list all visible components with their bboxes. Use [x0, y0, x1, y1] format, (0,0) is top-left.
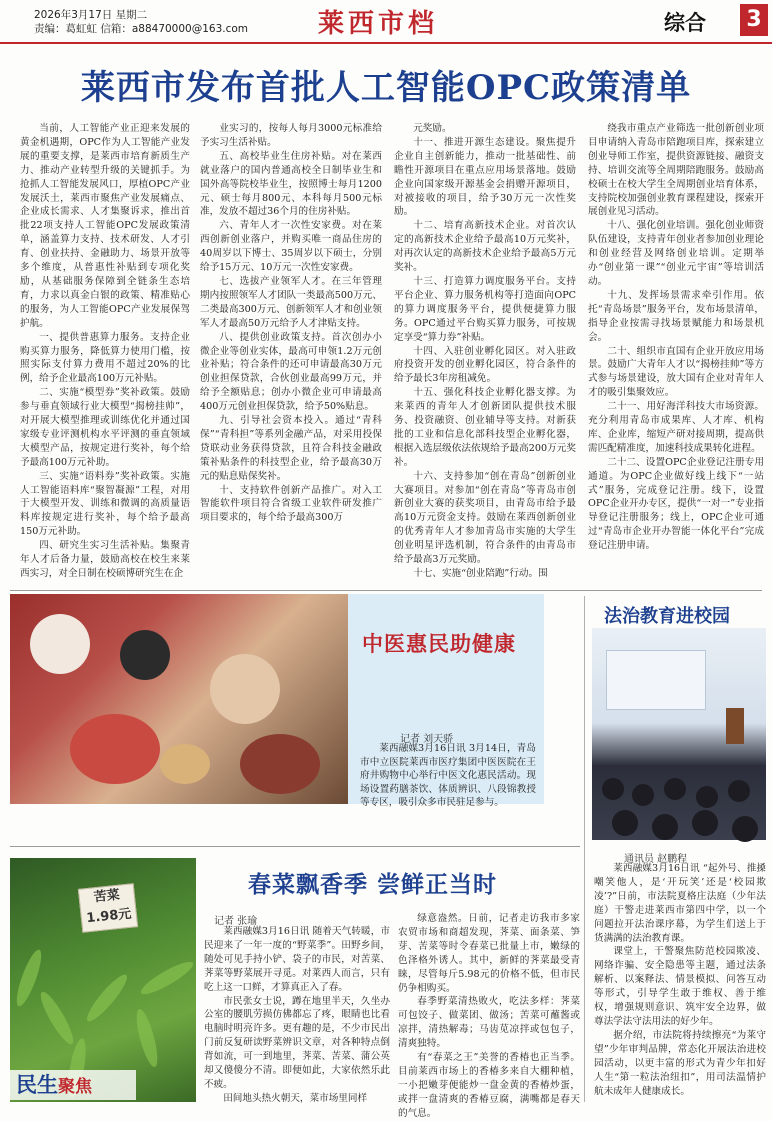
paragraph: 九、引导社会资本投入。通过“青科保”“青科担”等系列金融产品，对采用投保贷联动业务获得贷款，且符合科技金融政策补贴条件的科技型企业，给予最高30万元的贴息贴保奖补。 — [200, 415, 382, 482]
paragraph: 莱西融媒3月16日讯 3月14日，青岛市中立医院莱西市医疗集团中医医院在王府井购物中心举行中医文化惠民活动。现场设置药膳茶饮、体质辨识、八段锦教授等专区，吸引众多市民驻足参与。 — [360, 743, 536, 809]
paragraph: 田间地头热火朝天，菜市场里同样 — [223, 1092, 368, 1104]
paragraph: 业实习的，按每人每月3000元标准给予实习生活补贴。 — [200, 123, 382, 148]
lead-column-3 — [394, 122, 576, 588]
paragraph: 三、实施“语料券”奖补政策。实施人工智能语料库“聚智凝源”工程，对用于大模型开发、训练和微调的高质量语料库按规定进行奖补，每个给予最高150万元补助。 — [20, 470, 190, 538]
spring-vegetable-photo — [10, 858, 196, 1102]
masthead-info — [34, 8, 248, 36]
veg-column-2 — [398, 912, 580, 1119]
issue-date: 2026年3月17日 星期二 — [34, 9, 148, 21]
paragraph: 七、选拔产业领军人才。在三年管理期内按照领军人才团队一类最高500万元、二类最高300万元、创新领军人才和创业领军人才最高50万元给予人才津贴支持。 — [200, 275, 382, 329]
tcm-event-photo — [10, 594, 348, 804]
paragraph: 元奖励。 — [413, 123, 452, 134]
paragraph: 一、提供普惠算力服务。支持企业购买算力服务，降低算力使用门槛，按照实际支付算力费用不超过20%的比例，给予企业最高100万元补贴。 — [20, 331, 190, 385]
law-byline: 通讯员 赵鹏程 — [624, 854, 688, 865]
lead-column-1 — [20, 122, 190, 588]
paragraph: 十四、入驻创业孵化园区。对入驻政府投资开发的创业孵化园区，符合条件的给予最长3年房租减免。 — [394, 345, 576, 385]
paragraph: 十六、支持参加“创在青岛”创新创业大赛项目。对参加“创在青岛”等青岛市创新创业大赛的获奖项目，由青岛市给予最高10万元资金支持。鼓励在莱西创新创业的优秀青年人才参加青岛市实施的大学生创业明星评选机制，符合条件的由青岛市给予最高3万元奖励。 — [394, 470, 576, 566]
veg-byline: 记者 张瑜 — [214, 916, 258, 927]
paragraph: 有“春菜之王”美誉的香椿也正当季。目前莱西市场上的香椿多来自大棚种植，一小把嫩芽便能炒一盘金黄的香椿炒蛋，或拌一盘清爽的香椿豆腐，满嘴都是春天的气息。 — [398, 1052, 580, 1119]
paragraph: 二十二、设置OPC企业登记注册专用通道。为OPC企业做好线上线下“一站式”服务，完成登记注册。线下，设置OPC企业开办专区，提供“一对一”专业指导登记注册服务；线上，OPC企业可通过“青岛市企业开办智能一体化平台”完成登记注册申请。 — [588, 456, 764, 552]
paragraph: 十九、发挥场景需求牵引作用。依托“青岛场景”服务平台，发布场景清单，指导企业按需寻找场景赋能力和场景机会。 — [588, 289, 764, 343]
paragraph: 莱西融媒3月16日讯 “起外号、推搡嘲笑他人，是‘开玩笑’还是‘校园欺凌’?”日前，市法院夏格庄法庭（少年法庭）干警走进莱西市第四中学，以一个问题拉开法治课序幕，为学生们送上于货满满的法治教育课。 — [594, 863, 766, 944]
paragraph: 据介绍，市法院将持续擦亮“为莱守望”少年审判品牌，常态化开展法治进校园活动，以更丰富的形式为青少年扣好人生“第一粒法治纽扣”，用司法温情护航未成年人健康成长。 — [594, 1029, 766, 1097]
paragraph: 五、高校毕业生住房补贴。对在莱西就业落户的国内普通高校全日制毕业生和国外高等院校毕业生，按照博士每月1200元、硕士每月800元、本科每月500元标准，发放不超过36个月的住房补贴。 — [200, 150, 382, 218]
paragraph: 八、提供创业政策支持。首次创办小微企业等创业实体，最高可申领1.2万元创业补贴；符合条件的还可申请最高30万元创业担保贷款，合伙创业最高99万元，并给予全额贴息；创办小微企业可申请最高400万元创业担保贷款，给予50%贴息。 — [200, 331, 382, 413]
lead-column-4 — [588, 122, 764, 588]
paragraph: 莱西融媒3月16日讯 随着天气转暖，市民迎来了一年一度的“野菜季”。田野乡间，随处可见手持小铲、袋子的市民，对苦菜、荠菜等野菜展开寻觅。对莱西人而言，只有吃上这一口鲜，才算真正入了春。 — [204, 926, 390, 993]
lead-headline: 莱西市发布首批人工智能OPC政策清单 — [80, 68, 692, 108]
paragraph: 市民张女士说，蹲在地里半天，久坐办公室的腰肌劳损仿佛都忘了疼，眼睛也比看电脑时明亮许多。更有趣的是，不少市民出门前反复研读野菜辨识文章，对各种特点倒背如流，可一到地里，荠菜、苦菜、蒲公英却又傻傻分不清。即便如此，大家依然乐此不疲。 — [204, 995, 390, 1090]
paragraph: 二十一、用好海洋科技大市场资源。充分利用青岛市成果库、人才库、机构库、企业库，缩短产研对接周期，提高供需匹配精准度，加速科技成果转化进程。 — [588, 401, 764, 454]
paragraph: 十七、实施“创业陪跑”行动。围 — [413, 568, 548, 579]
paragraph: 绕我市重点产业筛选一批创新创业项目申请纳入青岛市陪跑项目库，探索建立创业导师工作室，提供资源链接、融资支持、培训交流等全周期陪跑服务。鼓励高校硕士在校大学生全周期创业培育体系，支持院校加强创业教育课程建设，探索开展创业见习活动。 — [588, 123, 764, 218]
law-headline: 法治教育进校园 — [604, 606, 730, 627]
price-sign: 苦菜 1.98元 — [78, 883, 138, 933]
lead-column-2 — [200, 122, 382, 588]
page-number: 3 — [740, 4, 768, 36]
paragraph: 当前，人工智能产业正迎来发展的黄金机遇期，OPC作为人工智能产业发展的重要支撑，是莱西市培育新质生产力、推动产业转型升级的关键抓手。为抢抓人工智能发展风口，厚植OPC产业发展沃土，莱西市聚焦产业发展痛点、企业成长需求、人才集聚诉求，推出首批22项支持人工智能OPC发展政策清单，涵盖算力支持、技术研发、人才引育、创业扶持、金融助力、场景开放等多个维度，从普惠性补贴到专项化奖励，从基础服务保障到全链条生态培育，力求以真金白银的政策、精准贴心的服务，为人工智能OPC产业发展保驾护航。 — [20, 123, 190, 329]
paragraph: 课堂上，干警聚焦防范校园欺凌、网络诈骗、安全隐患等主题，通过法条解析、以案释法、情景模拟、问答互动等形式，引导学生敢于维权、善于维权，增强规则意识、筑牢安全边界，做尊法学法守法用法的好少年。 — [594, 946, 766, 1027]
paragraph: 绿意盎然。日前，记者走访我市多家农贸市场和商超发现，荠菜、面条菜、笋芽、苦菜等时令春菜已批量上市，嫩绿的色泽格外诱人。其中，新鲜的荠菜最受青睐，尽管每斤5.98元的价格不低，但市民仍争相购买。 — [398, 913, 580, 994]
paragraph: 四、研究生实习生活补贴。集聚青年人才后备力量，鼓励高校在校生来莱西实习，对全日制在校硕博研究生在企 — [20, 540, 190, 579]
paragraph: 十八、强化创业培训。强化创业师资队伍建设，支持青年创业者参加创业理论和创业经营及网络创业培训。定期举办“创业第一课”“创业元宇宙”等培训活动。 — [588, 220, 764, 287]
tcm-headline: 中医惠民助健康 — [362, 631, 516, 656]
paragraph: 十二、培育高新技术企业。对首次认定的高新技术企业给予最高10万元奖补，对再次认定的高新技术企业给予最高5万元奖补。 — [394, 220, 576, 274]
law-body — [594, 862, 766, 1100]
paragraph: 六、青年人才一次性安家费。对在莱西创新创业落户，并购买唯一商品住房的40周岁以下博士、35周岁以下硕士，分别给予15万元、10万元一次性安家费。 — [200, 220, 382, 274]
paragraph: 二十、组织市直国有企业开放应用场景。鼓励广大青年人才以“揭榜挂帅”等方式参与场景建设，放大国有企业对青年人才的吸引集聚效应。 — [588, 345, 764, 399]
tcm-body — [360, 742, 536, 809]
veg-column-1 — [204, 925, 390, 1103]
editor-line: 责编：葛虹虹 信箱：a88470000@163.com — [34, 23, 249, 35]
tcm-byline: 记者 刘天骄 — [400, 734, 454, 745]
paper-logo: 莱西市档 — [318, 9, 439, 39]
paragraph: 十、支持软件创新产品推广。对入工智能软件项目符合省级工业软件研发推广项目要求的，每个给予最高300万 — [200, 484, 382, 524]
paragraph: 春季野菜清热败火，吃法多样：荠菜可包饺子、做菜团、做汤；苦菜可蘸酱或凉拌，清热解毒；马齿苋凉拌或包包子，清爽独特。 — [398, 996, 580, 1050]
paragraph: 十五、强化科技企业孵化器支撑。为来莱西的青年人才创新团队提供技术服务、投资融资、创业辅导等支持。对新获批的工业和信息化部科技型企业孵化器，根据入选层级依法依规给予最高200万元奖补。 — [394, 387, 576, 468]
paragraph: 十三、打造算力调度服务平台。支持平台企业、算力服务机构等打造面向OPC的算力调度服务平台，提供便捷算力服务。OPC通过平台购买算力服务，可按规定享受“算力券”补贴。 — [394, 275, 576, 343]
section-name: 综合 — [664, 11, 706, 35]
paragraph: 二、实施“模型券”奖补政策。鼓励参与垂直领域行业大模型“揭榜挂帅”，对开展大模型推理或训练优化并通过国家级专业评测机构水平评测的垂直领域大模型产品，按规定进行奖补，每个给予最高100万元补助。 — [20, 387, 190, 468]
masthead — [0, 0, 772, 44]
law-classroom-photo — [592, 628, 766, 840]
veg-headline: 春菜飘香季 尝鲜正当时 — [248, 871, 498, 898]
section-tag: 民生聚焦 — [10, 1070, 136, 1100]
paragraph: 十一、推进开源生态建设。聚焦提升企业自主创新能力，推动一批基础性、前瞻性开源项目在重点应用场景落地。鼓励企业向国家级开源基金会捐赠开源项目，对被接收的项目，给予30万元一次性奖励。 — [394, 136, 576, 218]
